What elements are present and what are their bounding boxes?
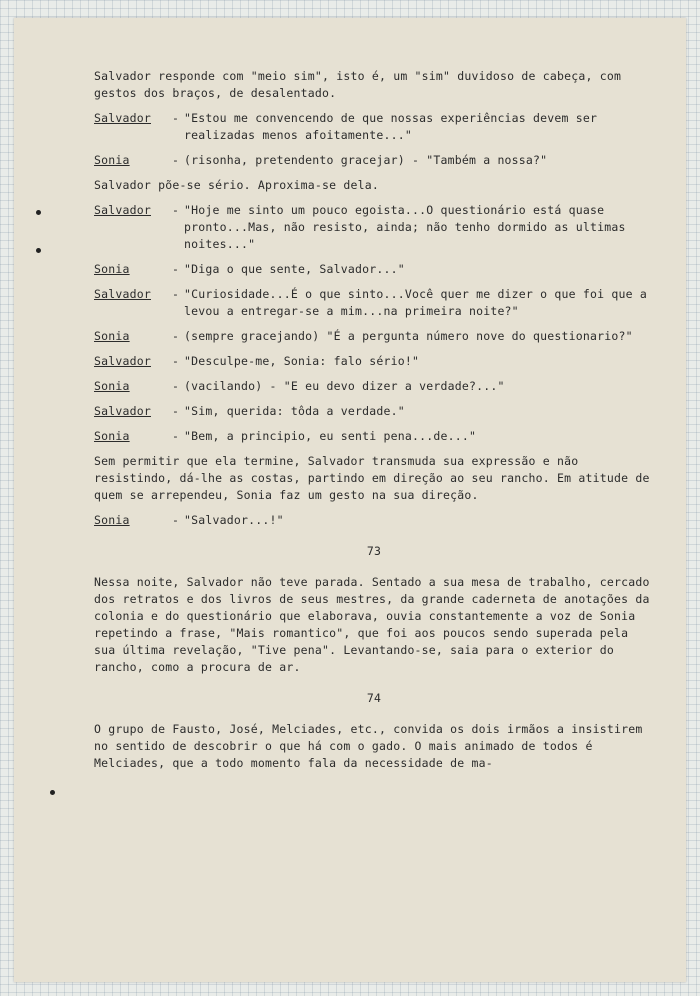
punch-hole-mark: [36, 210, 41, 215]
speaker-name: Sonia: [94, 379, 130, 393]
speaker-name: Sonia: [94, 329, 130, 343]
speech-text: "Bem, a principio, eu senti pena...de...": [184, 429, 477, 443]
typewritten-page: [14, 18, 686, 982]
dialog-line: [94, 353, 654, 370]
speaker-name: Salvador: [94, 111, 151, 125]
dash: -: [172, 262, 180, 276]
speech-text: "Sim, querida: tôda a verdade.": [184, 404, 405, 418]
paragraph: Sem permitir que ela termine, Salvador transmuda sua expressão e não resistindo, dá-lhe as costas, partindo em direção ao seu rancho. Em atitude de quem se arrependeu, Sonia faz um gesto na sua direção.: [94, 454, 650, 502]
speech-text: "Desculpe-me, Sonia: falo sério!": [184, 354, 420, 368]
dialog-line: [94, 152, 654, 169]
punch-hole-mark: [50, 790, 55, 795]
dialog-line: [94, 328, 654, 345]
speech-text: "Curiosidade...É o que sinto...Você quer me dizer o que foi que a levou a entregar-se a mim...na primeira noite?": [184, 287, 648, 318]
dash: -: [172, 329, 180, 343]
speaker-name: Salvador: [94, 354, 151, 368]
page-text: [94, 68, 654, 780]
dash: -: [172, 153, 180, 167]
dash: -: [172, 287, 180, 301]
dash: -: [172, 354, 180, 368]
paragraph: O grupo de Fausto, José, Melciades, etc., convida os dois irmãos a insistirem no sentido de descobrir o que há com o gado. O mais animado de todos é Melciades, que a todo momento fala da necessidade de ma-: [94, 722, 643, 770]
speaker-name: Sonia: [94, 513, 130, 527]
dialog-line: [94, 512, 654, 529]
dialog-block: [94, 110, 654, 169]
scene-number: 74: [366, 691, 382, 705]
paragraph: Nessa noite, Salvador não teve parada. Sentado a sua mesa de trabalho, cercado dos retratos e dos livros de seus mestres, da grande caderneta de anotações da colonia e do questionário que elaborava, ouvia constantemente a voz de Sonia repetindo a frase, "Mais romantico", que foi aos poucos sendo superada pela sua última revelação, "Tive pena". Levantando-se, saia para o exterior do rancho, como a procura de ar.: [94, 575, 650, 674]
paragraph: Salvador responde com "meio sim", isto é, um "sim" duvidoso de cabeça, com gestos dos braços, de desalentado.: [94, 69, 622, 100]
dash: -: [172, 429, 180, 443]
speaker-name: Sonia: [94, 153, 130, 167]
speech-text: (risonha, pretendento gracejar) - "Também a nossa?": [184, 153, 548, 167]
speech-text: "Hoje me sinto um pouco egoista...O questionário está quase pronto...Mas, não resisto, ainda; não tenho dormido as ultimas noites...": [184, 203, 626, 251]
dialog-line: [94, 261, 654, 278]
speech-text: (sempre gracejando) "É a pergunta número nove do questionario?": [184, 329, 633, 343]
speech-text: "Salvador...!": [184, 513, 284, 527]
speaker-name: Sonia: [94, 262, 130, 276]
punch-hole-mark: [36, 248, 41, 253]
speaker-name: Sonia: [94, 429, 130, 443]
speech-text: (vacilando) - "E eu devo dizer a verdade?...": [184, 379, 505, 393]
scene-number: 73: [366, 544, 382, 558]
dialog-block: [94, 202, 654, 445]
dialog-block: [94, 512, 654, 529]
speaker-name: Salvador: [94, 287, 151, 301]
dash: -: [172, 111, 180, 125]
dialog-line: [94, 428, 654, 445]
paragraph: Salvador põe-se sério. Aproxima-se dela.: [94, 178, 379, 192]
dialog-line: [94, 378, 654, 395]
dash: -: [172, 513, 180, 527]
speaker-name: Salvador: [94, 404, 151, 418]
speech-text: "Diga o que sente, Salvador...": [184, 262, 405, 276]
dialog-line: [94, 403, 654, 420]
dialog-line: [94, 286, 654, 320]
dash: -: [172, 203, 180, 217]
dialog-line: [94, 110, 654, 144]
speaker-name: Salvador: [94, 203, 151, 217]
dialog-line: [94, 202, 654, 253]
dash: -: [172, 379, 180, 393]
dash: -: [172, 404, 180, 418]
speech-text: "Estou me convencendo de que nossas experiências devem ser realizadas menos afoitamente...": [184, 111, 598, 142]
